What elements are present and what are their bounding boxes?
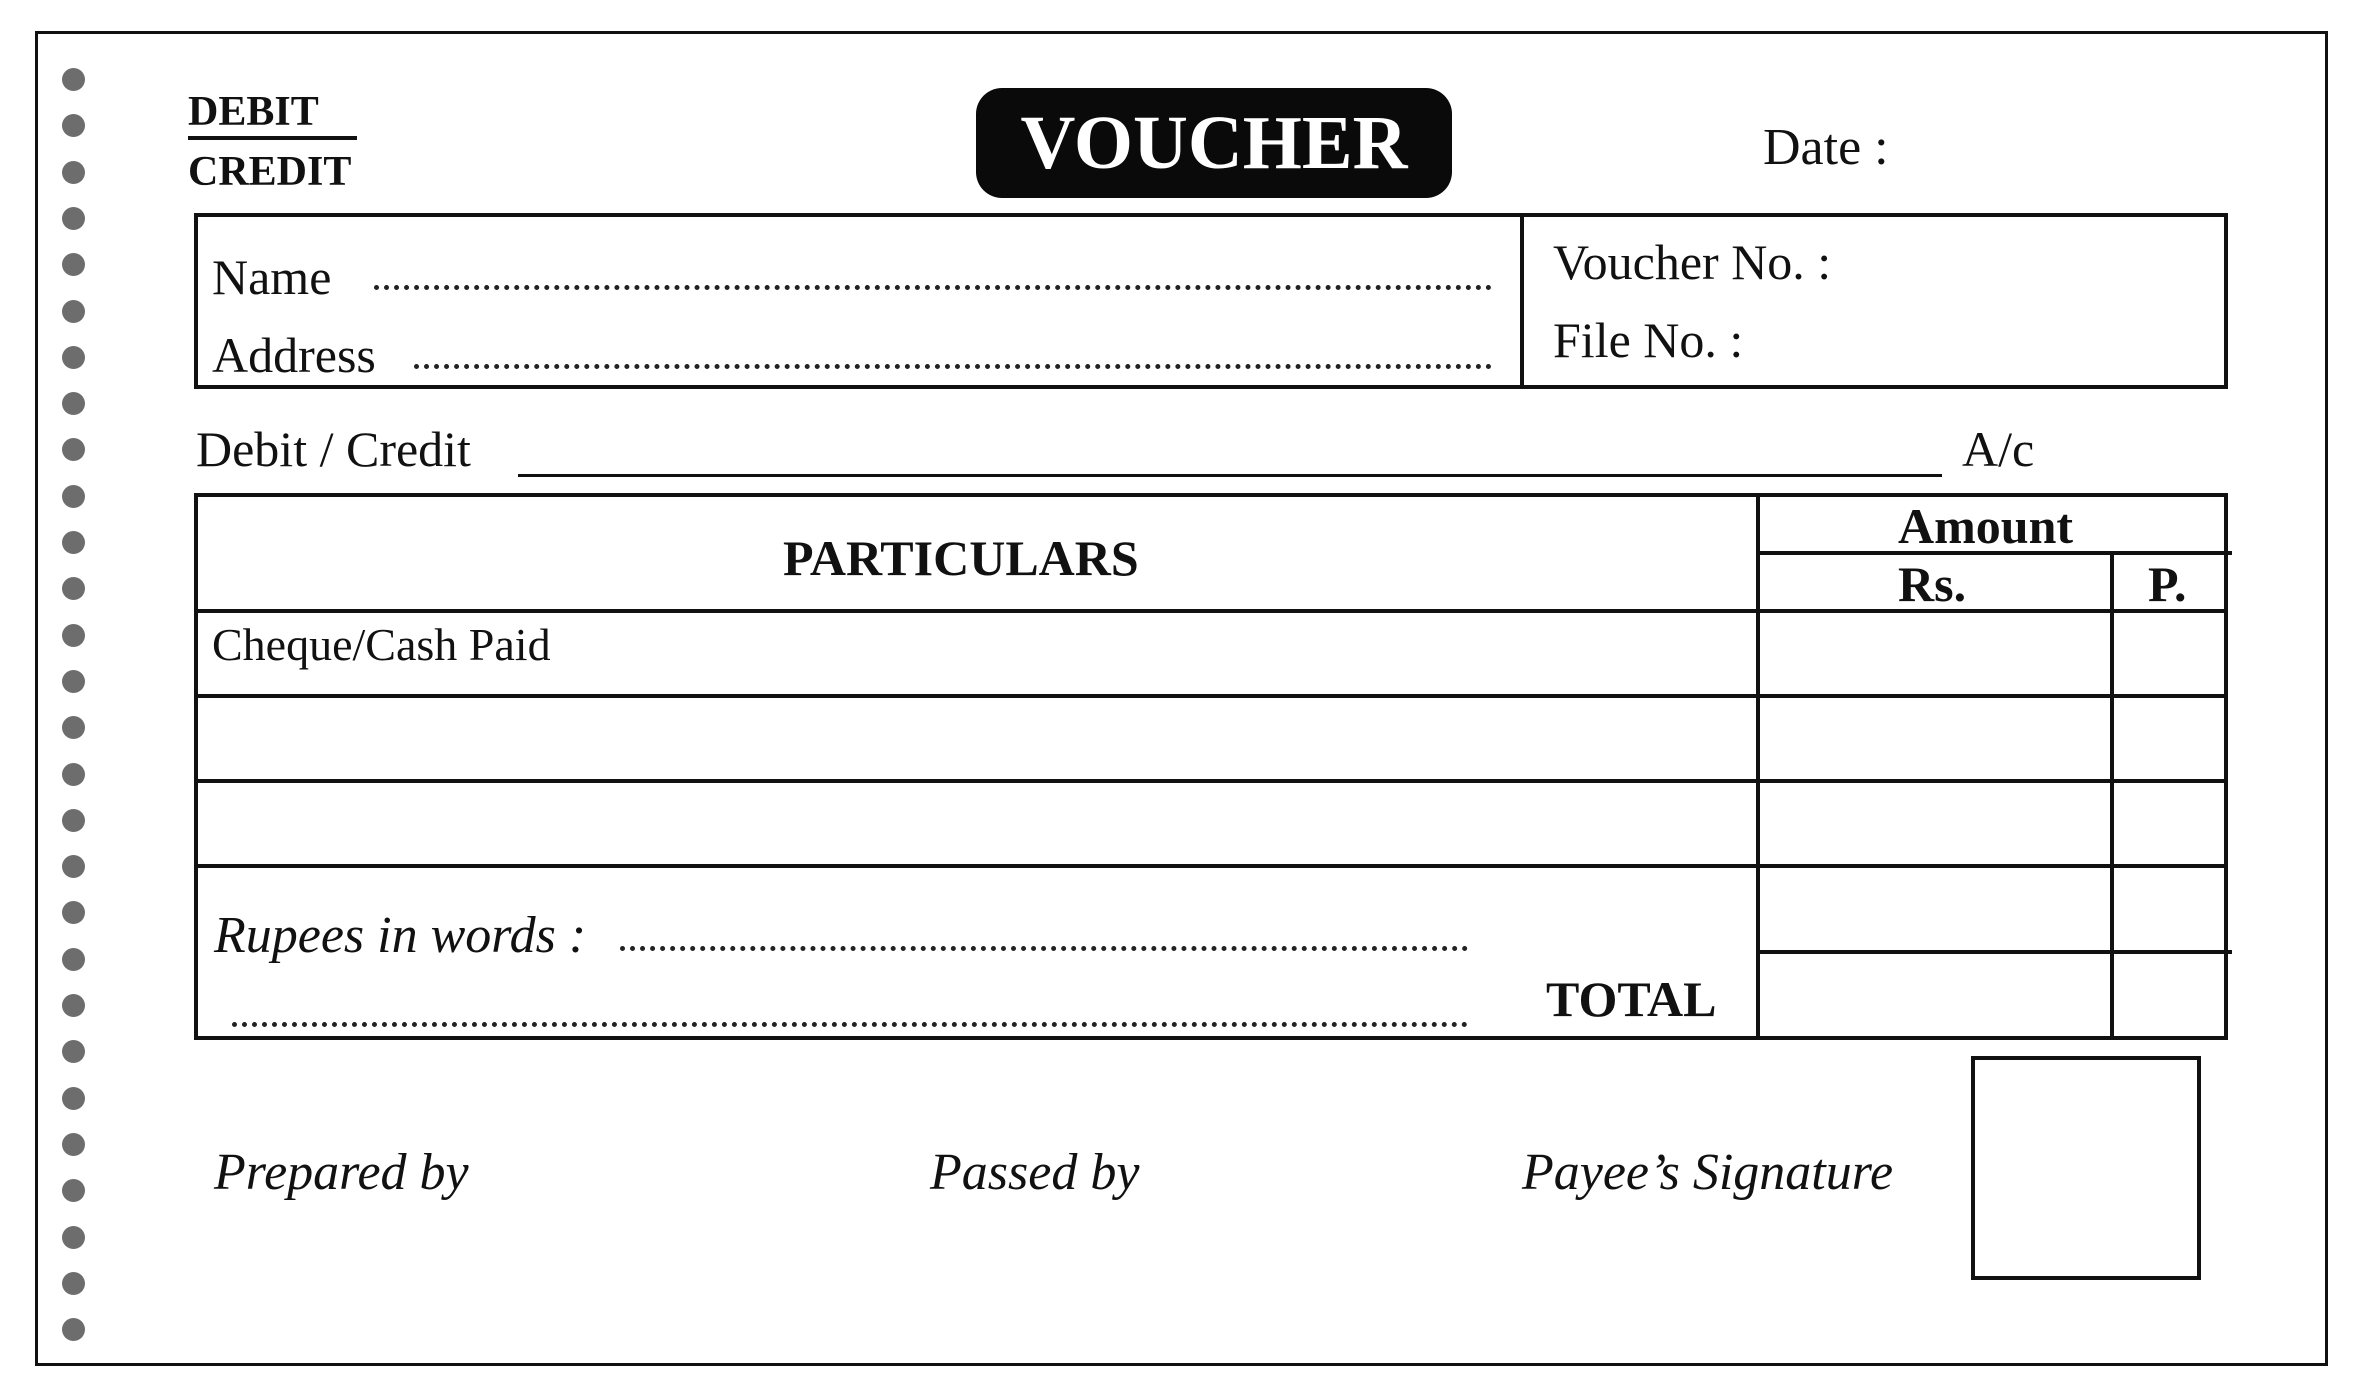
binding-hole xyxy=(62,1179,85,1202)
binding-hole xyxy=(62,1087,85,1110)
revenue-stamp-box[interactable] xyxy=(1971,1056,2201,1280)
voucher-no-label: Voucher No. : xyxy=(1553,234,1832,290)
binding-hole xyxy=(62,1040,85,1063)
binding-hole xyxy=(62,1318,85,1341)
binding-hole xyxy=(62,253,85,276)
binding-hole xyxy=(62,392,85,415)
passed-by-label: Passed by xyxy=(930,1144,1140,1201)
party-info-box xyxy=(194,213,2228,389)
row-line xyxy=(198,779,2224,783)
file-no-label: File No. : xyxy=(1553,312,1744,368)
binding-hole xyxy=(62,577,85,600)
address-label: Address xyxy=(212,327,376,383)
amount-column-divider xyxy=(1756,497,1760,1036)
cheque-cash-paid-label: Cheque/Cash Paid xyxy=(212,619,551,670)
binding-hole xyxy=(62,1226,85,1249)
binding-hole xyxy=(62,1133,85,1156)
rupees-in-words-field[interactable] xyxy=(620,946,1468,951)
credit-label: CREDIT xyxy=(188,149,352,195)
binding-hole xyxy=(62,1272,85,1295)
account-name-field[interactable] xyxy=(518,474,1942,477)
binding-hole xyxy=(62,855,85,878)
binding-hole xyxy=(62,207,85,230)
amount-header: Amount xyxy=(1898,498,2074,554)
binding-hole xyxy=(62,114,85,137)
binding-hole xyxy=(62,716,85,739)
binding-hole xyxy=(62,531,85,554)
name-label: Name xyxy=(212,249,332,305)
binding-hole xyxy=(62,346,85,369)
rupees-in-words-field-2[interactable] xyxy=(232,1022,1468,1027)
total-row-line xyxy=(1756,950,2232,954)
binding-hole xyxy=(62,994,85,1017)
binding-hole xyxy=(62,438,85,461)
binding-hole xyxy=(62,300,85,323)
voucher-title: VOUCHER xyxy=(976,88,1452,198)
ac-label: A/c xyxy=(1962,421,2035,477)
binding-holes xyxy=(62,68,92,1368)
row-line xyxy=(198,864,2224,868)
paise-column-divider xyxy=(2110,553,2114,1036)
name-field[interactable] xyxy=(374,285,1492,290)
particulars-header: PARTICULARS xyxy=(783,530,1139,586)
rupees-in-words-label: Rupees in words : xyxy=(214,907,587,964)
binding-hole xyxy=(62,485,85,508)
party-box-divider xyxy=(1520,217,1524,385)
total-label: TOTAL xyxy=(1546,971,1717,1027)
debit-credit-label: Debit / Credit xyxy=(196,421,471,477)
binding-hole xyxy=(62,763,85,786)
p-header: P. xyxy=(2148,556,2187,612)
address-field[interactable] xyxy=(414,364,1492,369)
binding-hole xyxy=(62,624,85,647)
row-line xyxy=(198,694,2224,698)
binding-hole xyxy=(62,161,85,184)
binding-hole xyxy=(62,901,85,924)
binding-hole xyxy=(62,68,85,91)
binding-hole xyxy=(62,809,85,832)
binding-hole xyxy=(62,670,85,693)
prepared-by-label: Prepared by xyxy=(214,1144,469,1201)
binding-hole xyxy=(62,948,85,971)
payee-signature-label: Payee’s Signature xyxy=(1522,1144,1894,1201)
rs-header: Rs. xyxy=(1898,556,1967,612)
debit-label: DEBIT xyxy=(188,88,357,140)
date-label: Date : xyxy=(1763,119,1889,176)
